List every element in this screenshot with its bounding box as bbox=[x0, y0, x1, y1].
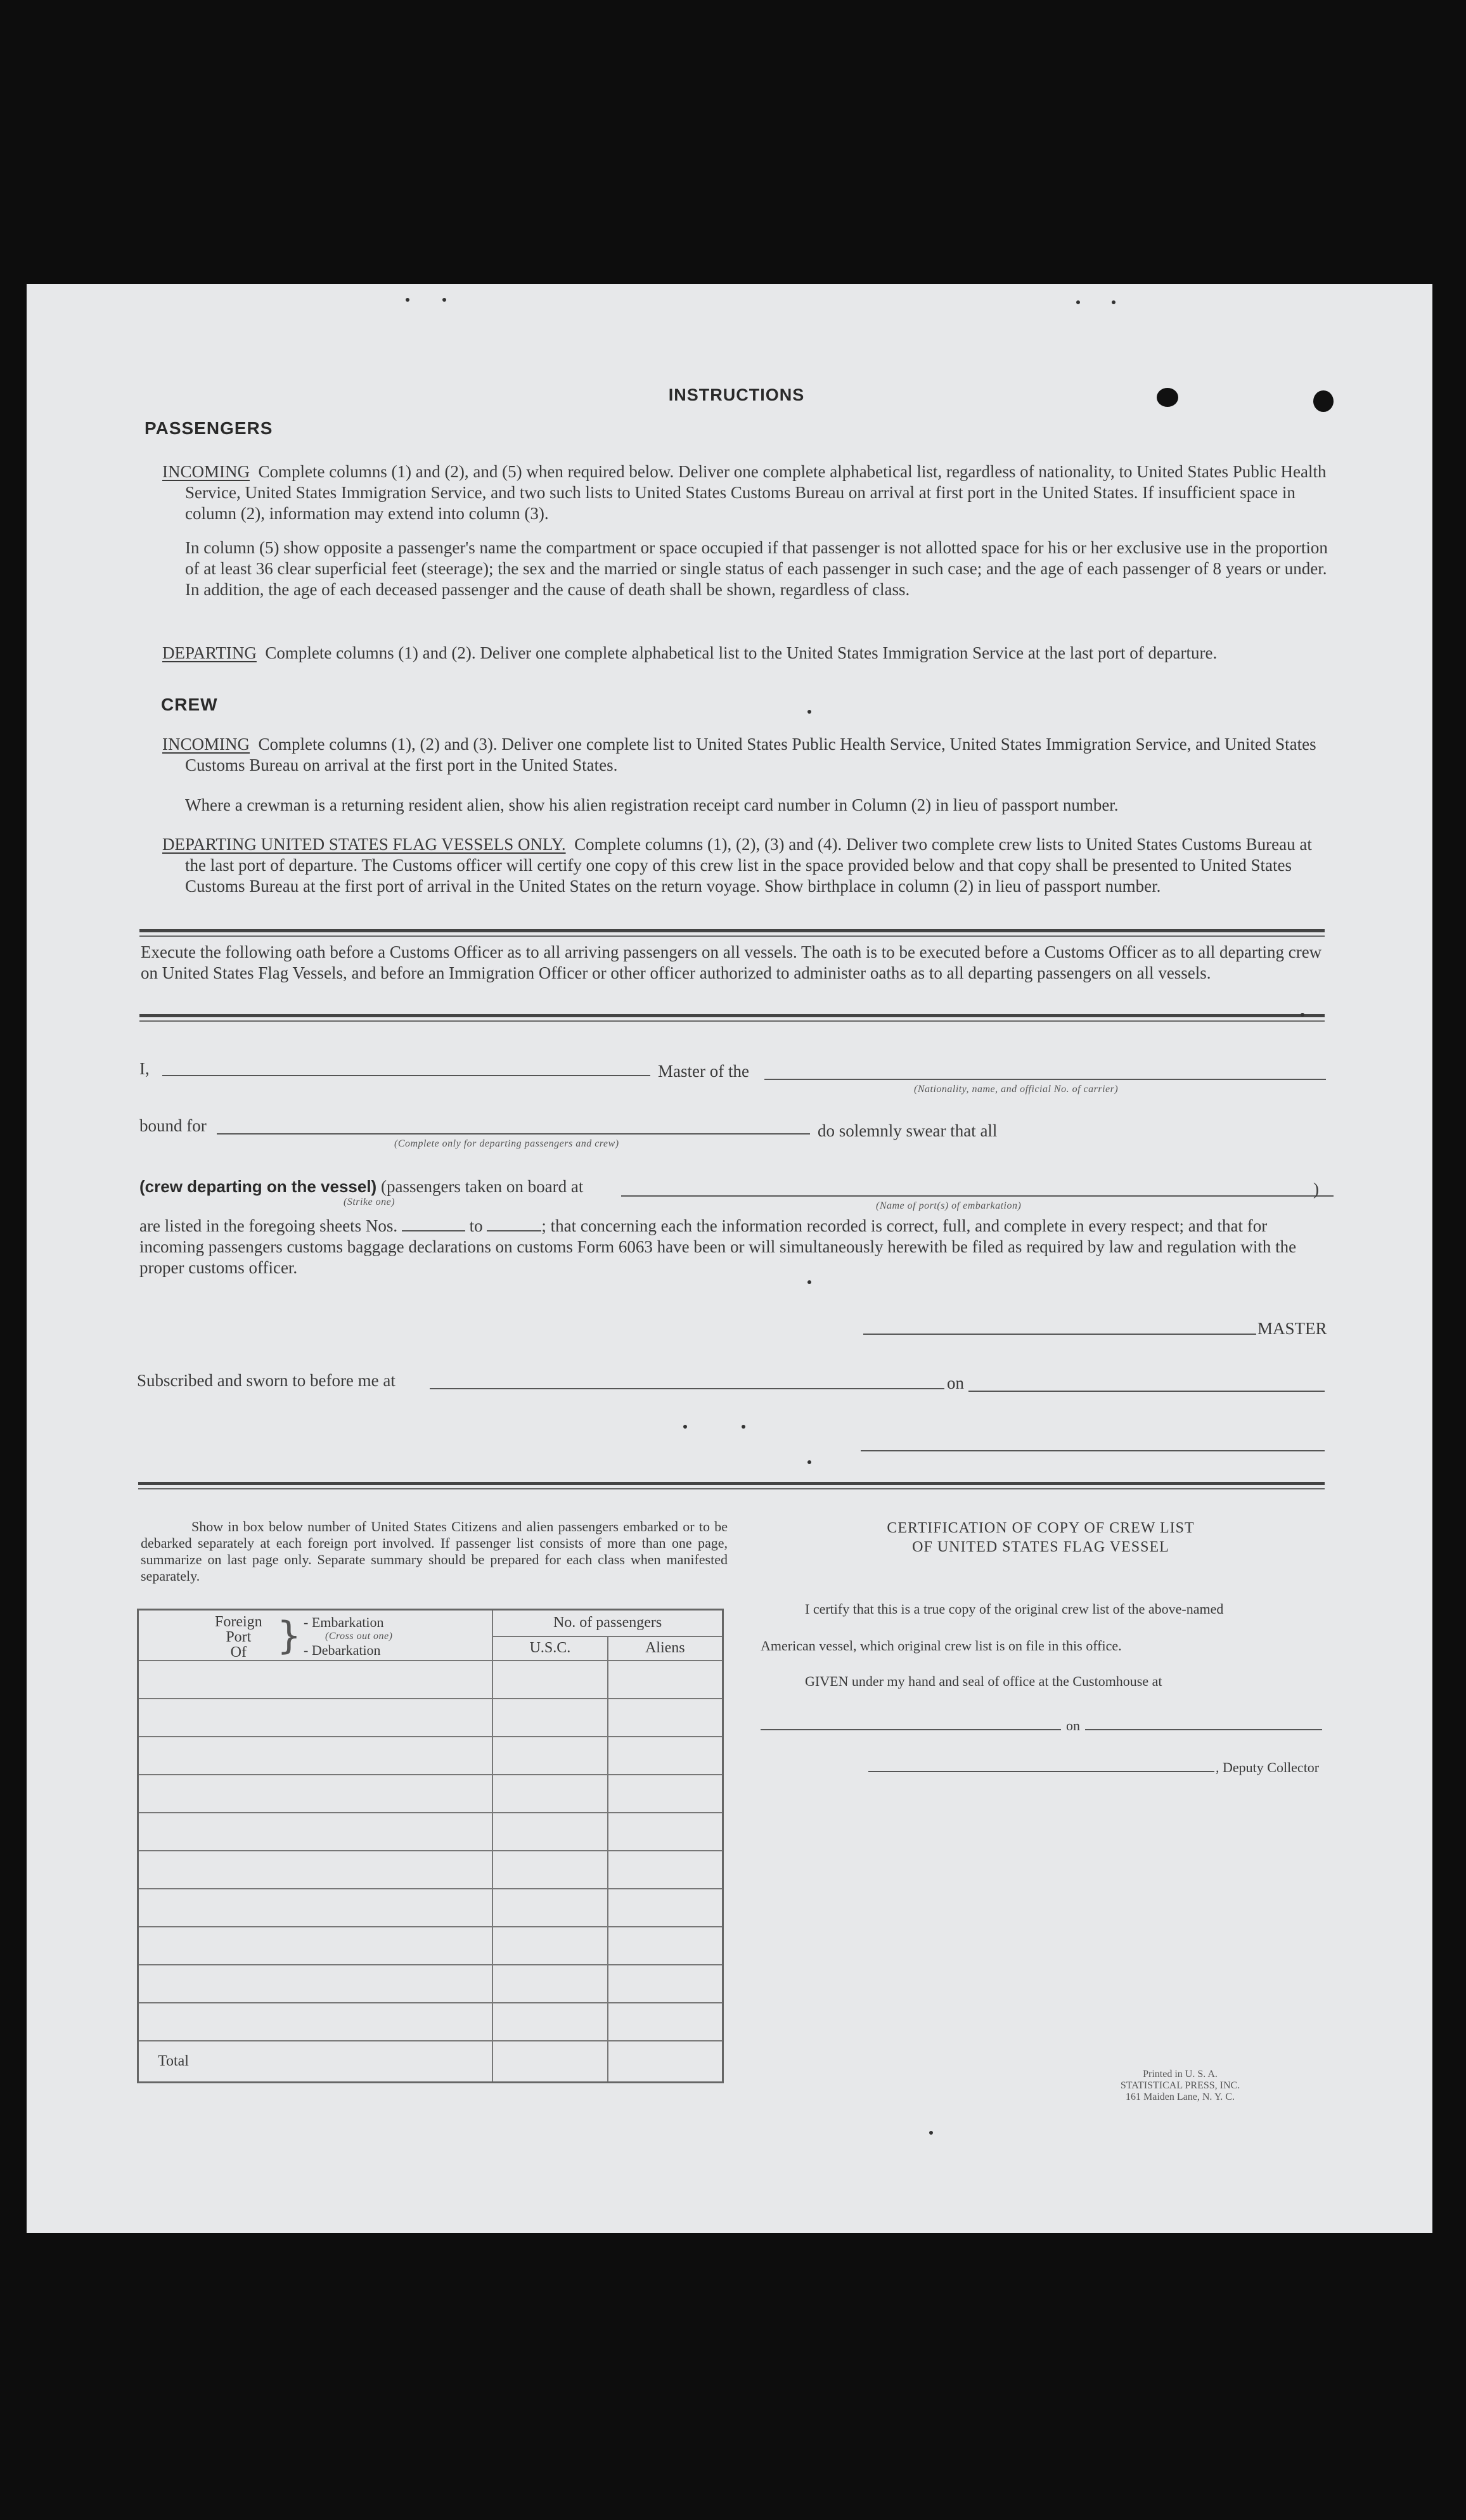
passengers-departing-label: DEPARTING bbox=[162, 643, 257, 662]
port-cell[interactable] bbox=[138, 1661, 493, 1699]
port-header-cell bbox=[138, 1610, 493, 1661]
crew-departing-text: Complete columns (1), (2), (3) and (4). Deliver two complete crew lists to United States Customs Bureau at the last port of departure. The Customs officer will certify one copy of this crew list in the space provided below and that copy shall be presented to United States Customs Bureau at the first port of arrival in the United States on the return voyage. Show birthplace in column (2) in lieu of passport number. bbox=[185, 835, 1312, 896]
dust-speck bbox=[1076, 300, 1080, 304]
aliens-cell[interactable] bbox=[608, 1737, 723, 1775]
aliens-cell[interactable] bbox=[608, 1889, 723, 1927]
usc-cell[interactable] bbox=[492, 1927, 607, 1965]
dust-speck bbox=[807, 710, 811, 714]
debarkation-option[interactable]: - Debarkation bbox=[304, 1642, 381, 1658]
port-cell[interactable] bbox=[138, 1699, 493, 1737]
sheet-to-field[interactable] bbox=[487, 1230, 541, 1231]
cert-date-field[interactable] bbox=[1085, 1729, 1322, 1730]
oath-i-label: I, bbox=[139, 1059, 150, 1078]
aliens-cell[interactable] bbox=[608, 1699, 723, 1737]
printer-line2: STATISTICAL PRESS, INC. bbox=[1120, 2080, 1240, 2091]
dust-speck bbox=[442, 298, 446, 302]
resident-alien-paragraph: Where a crewman is a returning resident alien, show his alien registration receipt card number in Column (2) in lieu of passport number. bbox=[185, 795, 1119, 814]
document-page bbox=[27, 284, 1432, 2233]
deputy-collector-label: , Deputy Collector bbox=[1216, 1759, 1320, 1775]
divider bbox=[138, 1482, 1325, 1485]
cross-out-note: (Cross out one) bbox=[325, 1631, 393, 1642]
crew-incoming-paragraph bbox=[162, 734, 1332, 776]
of-label: Of bbox=[230, 1644, 247, 1661]
usc-total-cell[interactable] bbox=[492, 2041, 607, 2083]
divider bbox=[139, 929, 1325, 932]
table-row bbox=[138, 1813, 723, 1851]
usc-cell[interactable] bbox=[492, 1661, 607, 1699]
aliens-cell[interactable] bbox=[608, 1927, 723, 1965]
sworn-place-field[interactable] bbox=[430, 1388, 944, 1389]
usc-cell[interactable] bbox=[492, 1965, 607, 2003]
certification-title-line1: CERTIFICATION OF COPY OF CREW LIST bbox=[887, 1520, 1195, 1536]
master-signature-field[interactable] bbox=[863, 1334, 1256, 1335]
embarkation-option[interactable]: - Embarkation bbox=[304, 1614, 384, 1630]
foreign-label: Foreign bbox=[215, 1614, 262, 1630]
oath-crew-line bbox=[139, 1176, 583, 1197]
crew-incoming-text: Complete columns (1), (2) and (3). Deliver one complete list to United States Public Health Service, United States Immigration Service, and United States Customs Bureau on arrival at the first port in the United States. bbox=[185, 735, 1316, 775]
port-cell[interactable] bbox=[138, 1775, 493, 1813]
crew-departing-option[interactable]: (crew departing on the vessel) bbox=[139, 1177, 377, 1196]
divider bbox=[139, 1014, 1325, 1017]
usc-cell[interactable] bbox=[492, 1813, 607, 1851]
printer-imprint bbox=[1104, 2069, 1256, 2103]
divider bbox=[139, 935, 1325, 937]
subscribed-label: Subscribed and sworn to before me at bbox=[137, 1371, 395, 1390]
sworn-on-label: on bbox=[947, 1373, 964, 1392]
table-row bbox=[138, 1775, 723, 1813]
aliens-cell[interactable] bbox=[608, 1965, 723, 2003]
aliens-cell[interactable] bbox=[608, 2003, 723, 2041]
usc-cell[interactable] bbox=[492, 2003, 607, 2041]
sheet-from-field[interactable] bbox=[402, 1230, 465, 1231]
crew-heading: CREW bbox=[161, 695, 218, 714]
passengers-departing-text: Complete columns (1) and (2). Deliver one complete alphabetical list to the United States Immigration Service at the last port of departure. bbox=[265, 643, 1218, 662]
usc-cell[interactable] bbox=[492, 1737, 607, 1775]
american-text: American vessel, which original crew list is on file in this office. bbox=[761, 1638, 1122, 1654]
instructions-title: INSTRUCTIONS bbox=[668, 385, 805, 404]
complete-only-note: (Complete only for departing passengers and crew) bbox=[394, 1138, 619, 1149]
carrier-field[interactable] bbox=[764, 1079, 1326, 1080]
divider bbox=[138, 1488, 1325, 1489]
nationality-note: (Nationality, name, and official No. of carrier) bbox=[914, 1084, 1119, 1095]
printer-line3: 161 Maiden Lane, N. Y. C. bbox=[1126, 2092, 1235, 2102]
table-row bbox=[138, 1699, 723, 1737]
total-row bbox=[138, 2041, 723, 2083]
table-row bbox=[138, 2003, 723, 2041]
total-label: Total bbox=[138, 2041, 493, 2083]
concerning-text: ; that concerning each the information recorded is correct, full, and complete in every respect; and that for incoming passengers customs baggage declarations on customs Form 6063 have been or will simultaneously herewith be filed as required by law and regulation with the proper customs officer. bbox=[139, 1216, 1297, 1277]
certification-title-line2: OF UNITED STATES FLAG VESSEL bbox=[912, 1539, 1169, 1555]
table-row bbox=[138, 1927, 723, 1965]
master-label: MASTER bbox=[1257, 1319, 1327, 1338]
aliens-header: Aliens bbox=[608, 1636, 723, 1661]
column5-paragraph: In column (5) show opposite a passenger's name the compartment or space occupied if that passenger is not allotted space for his or her exclusive use in the proportion of at least 36 clear superficial feet (steerage); the sex and the married or single status of each passenger in such case; and the age of each passenger of 8 years or under. In addition, the age of each deceased passenger and the cause of death shall be shown, regardless of class. bbox=[185, 538, 1328, 599]
to-label: to bbox=[469, 1216, 483, 1235]
listed-label: are listed in the foregoing sheets Nos. bbox=[139, 1216, 398, 1235]
brace-icon: } bbox=[277, 1614, 302, 1658]
port-cell[interactable] bbox=[138, 1851, 493, 1889]
table-row bbox=[138, 1661, 723, 1699]
listed-paragraph bbox=[139, 1216, 1326, 1278]
dust-speck bbox=[807, 1280, 811, 1284]
usc-cell[interactable] bbox=[492, 1889, 607, 1927]
certify-text: I certify that this is a true copy of the original crew list of the above-named bbox=[805, 1601, 1224, 1617]
table-row bbox=[138, 1889, 723, 1927]
dust-speck bbox=[742, 1425, 745, 1429]
dust-speck bbox=[1112, 300, 1116, 304]
table-header-row bbox=[138, 1610, 723, 1636]
usc-cell[interactable] bbox=[492, 1851, 607, 1889]
dust-speck bbox=[807, 1460, 811, 1464]
port-cell[interactable] bbox=[138, 1927, 493, 1965]
usc-header: U.S.C. bbox=[492, 1636, 607, 1661]
cert-on-label: on bbox=[1066, 1718, 1080, 1733]
no-of-passengers-header: No. of passengers bbox=[492, 1610, 723, 1636]
usc-cell[interactable] bbox=[492, 1699, 607, 1737]
table-row bbox=[138, 1737, 723, 1775]
port-note: (Name of port(s) of embarkation) bbox=[876, 1200, 1022, 1211]
certification-title bbox=[762, 1519, 1320, 1557]
passengers-incoming-paragraph bbox=[162, 461, 1332, 524]
officer-signature-field[interactable] bbox=[861, 1450, 1325, 1451]
master-name-field[interactable] bbox=[162, 1075, 650, 1076]
port-cell[interactable] bbox=[138, 1737, 493, 1775]
aliens-total-cell[interactable] bbox=[608, 2041, 723, 2083]
master-of-label: Master of the bbox=[658, 1062, 749, 1081]
port-cell[interactable] bbox=[138, 1889, 493, 1927]
bound-for-field[interactable] bbox=[217, 1133, 810, 1135]
aliens-cell[interactable] bbox=[608, 1775, 723, 1813]
aliens-cell[interactable] bbox=[608, 1813, 723, 1851]
crew-incoming-label: INCOMING bbox=[162, 735, 250, 754]
port-label: Port bbox=[226, 1629, 252, 1645]
passenger-summary-table bbox=[137, 1609, 724, 2083]
aliens-cell[interactable] bbox=[608, 1851, 723, 1889]
strike-one-note: (Strike one) bbox=[344, 1197, 395, 1207]
passengers-taken-option[interactable]: (passengers taken on board at bbox=[380, 1177, 584, 1196]
divider bbox=[139, 1020, 1325, 1022]
solemnly-label: do solemnly swear that all bbox=[818, 1121, 998, 1140]
passengers-incoming-text: Complete columns (1) and (2), and (5) when required below. Deliver one complete alphabetical list, regardless of nationality, to United States Public Health Service, United States Immigration Service, and two such lists to United States Customs Bureau on arrival at first port in the United States. If insufficient space in column (2), information may extend into column (3). bbox=[185, 462, 1327, 523]
passengers-heading: PASSENGERS bbox=[145, 418, 273, 438]
table-row bbox=[138, 1851, 723, 1889]
dust-speck bbox=[406, 298, 409, 302]
port-cell[interactable] bbox=[138, 1813, 493, 1851]
port-cell[interactable] bbox=[138, 2003, 493, 2041]
passengers-incoming-label: INCOMING bbox=[162, 462, 250, 481]
usc-cell[interactable] bbox=[492, 1775, 607, 1813]
aliens-cell[interactable] bbox=[608, 1661, 723, 1699]
passengers-departing-paragraph bbox=[162, 643, 1332, 664]
embarkation-port-field[interactable] bbox=[621, 1195, 1334, 1197]
customhouse-field[interactable] bbox=[761, 1729, 1061, 1730]
given-text: GIVEN under my hand and seal of office at the Customhouse at bbox=[805, 1673, 1162, 1689]
summary-instruction: Show in box below number of United States Citizens and alien passengers embarked or to be debarked separately at each foreign port involved. If passenger list consists of more than one page, summarize on last page only. Separate summary should be prepared for each class when manifested separately. bbox=[141, 1519, 728, 1584]
oath-instruction: Execute the following oath before a Customs Officer as to all arriving passengers on all vessels. The oath is to be executed before a Customs Officer as to all departing crew on United States Flag Vessels, and before an Immigration Officer or other officer authorized to administer oaths as to all departing passengers on all vessels. bbox=[141, 942, 1322, 982]
close-paren: ) bbox=[1313, 1180, 1319, 1199]
table-row bbox=[138, 1965, 723, 2003]
printer-line1: Printed in U. S. A. bbox=[1143, 2069, 1218, 2080]
dust-speck bbox=[929, 2131, 933, 2135]
sworn-date-field[interactable] bbox=[968, 1391, 1325, 1392]
deputy-signature-field[interactable] bbox=[868, 1771, 1214, 1772]
dust-speck bbox=[1301, 1013, 1304, 1017]
port-cell[interactable] bbox=[138, 1965, 493, 2003]
crew-departing-paragraph bbox=[162, 834, 1332, 897]
bound-for-label: bound for bbox=[139, 1116, 207, 1135]
dust-speck bbox=[683, 1425, 687, 1429]
crew-departing-label: DEPARTING UNITED STATES FLAG VESSELS ONLY. bbox=[162, 835, 566, 854]
